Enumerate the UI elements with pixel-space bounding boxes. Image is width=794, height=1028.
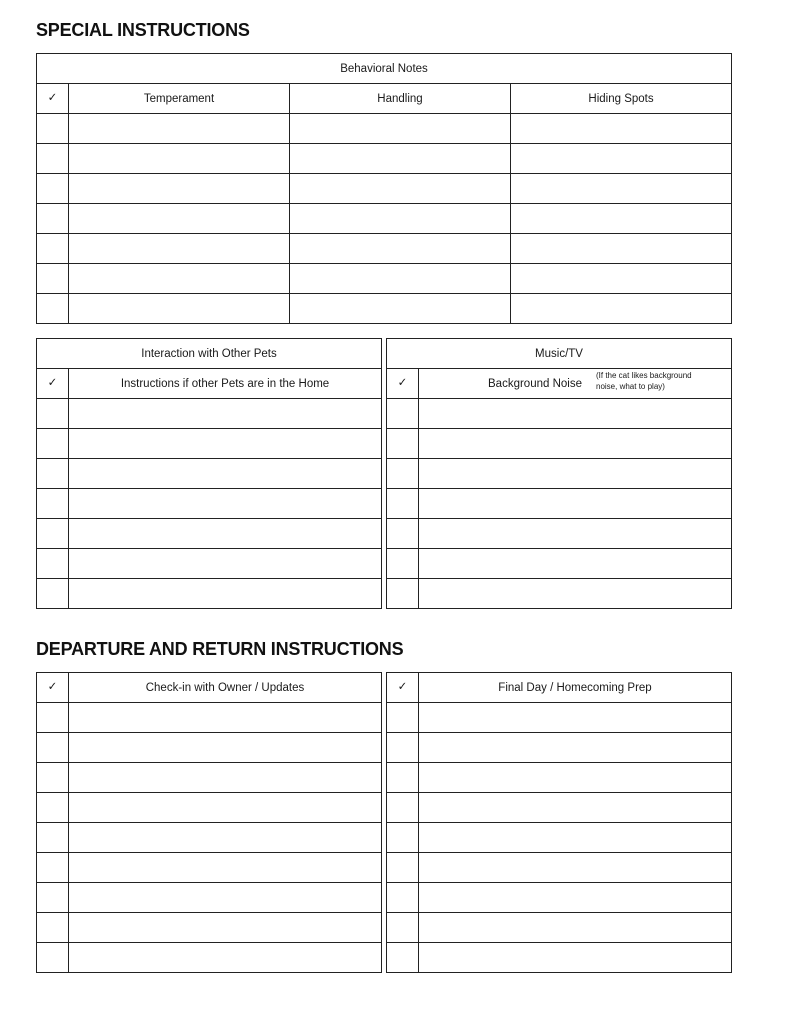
interaction-other-pets-title: Interaction with Other Pets [37, 339, 382, 369]
checkbox-cell[interactable] [37, 733, 69, 763]
entry-cell[interactable] [69, 823, 382, 853]
entry-cell[interactable] [69, 204, 290, 234]
table-row [37, 144, 732, 174]
table-row [387, 399, 732, 429]
entry-cell[interactable] [290, 294, 511, 324]
music-tv-title: Music/TV [387, 339, 732, 369]
table-row [387, 853, 732, 883]
table-row [37, 519, 382, 549]
checkbox-cell[interactable] [37, 459, 69, 489]
checkbox-cell[interactable] [37, 234, 69, 264]
table-row [37, 823, 382, 853]
checkmark-icon: ✓ [37, 673, 69, 703]
entry-cell[interactable] [69, 264, 290, 294]
entry-cell[interactable] [290, 174, 511, 204]
check-in-rows [37, 703, 382, 973]
table-row [387, 459, 732, 489]
entry-cell[interactable] [419, 943, 732, 973]
table-row [37, 429, 382, 459]
check-in-table [36, 672, 382, 973]
behavioral-notes-title: Behavioral Notes [37, 54, 732, 84]
checkbox-cell[interactable] [387, 519, 419, 549]
checkbox-cell[interactable] [387, 793, 419, 823]
checkbox-cell[interactable] [387, 703, 419, 733]
entry-cell[interactable] [419, 793, 732, 823]
entry-cell[interactable] [419, 763, 732, 793]
checkbox-cell[interactable] [37, 823, 69, 853]
entry-cell[interactable] [69, 703, 382, 733]
checkbox-cell[interactable] [37, 913, 69, 943]
final-day-rows [387, 703, 732, 973]
other-pets-instructions-header: Instructions if other Pets are in the Home [69, 369, 382, 399]
table-row [37, 793, 382, 823]
table-row [387, 549, 732, 579]
entry-cell[interactable] [69, 763, 382, 793]
entry-cell[interactable] [419, 459, 732, 489]
checkbox-cell[interactable] [37, 943, 69, 973]
checkbox-cell[interactable] [387, 883, 419, 913]
entry-cell[interactable] [69, 294, 290, 324]
entry-cell[interactable] [69, 549, 382, 579]
entry-cell[interactable] [69, 883, 382, 913]
check-in-header: Check-in with Owner / Updates [69, 673, 382, 703]
interaction-other-pets-rows [37, 399, 382, 609]
entry-cell[interactable] [419, 429, 732, 459]
table-row [387, 823, 732, 853]
entry-cell[interactable] [69, 429, 382, 459]
table-row [37, 294, 732, 324]
entry-cell[interactable] [69, 913, 382, 943]
checkbox-cell[interactable] [37, 399, 69, 429]
table-row [37, 733, 382, 763]
table-row [37, 204, 732, 234]
final-day-header: Final Day / Homecoming Prep [419, 673, 732, 703]
table-row [37, 883, 382, 913]
entry-cell[interactable] [419, 823, 732, 853]
checkbox-cell[interactable] [37, 549, 69, 579]
entry-cell[interactable] [290, 204, 511, 234]
table-row [387, 733, 732, 763]
checkbox-cell[interactable] [37, 489, 69, 519]
entry-cell[interactable] [419, 399, 732, 429]
table-row [387, 793, 732, 823]
table-row [37, 234, 732, 264]
checkbox-cell[interactable] [387, 549, 419, 579]
checkmark-icon: ✓ [387, 673, 419, 703]
background-noise-label: Background Noise [488, 377, 582, 390]
entry-cell[interactable] [419, 549, 732, 579]
final-day-table [386, 672, 732, 973]
interaction-other-pets-table [36, 338, 382, 609]
entry-cell[interactable] [290, 144, 511, 174]
entry-cell[interactable] [511, 144, 732, 174]
music-tv-rows [387, 399, 732, 609]
table-row [37, 459, 382, 489]
entry-cell[interactable] [69, 579, 382, 609]
checkbox-cell[interactable] [37, 883, 69, 913]
checkmark-icon: ✓ [37, 84, 69, 114]
entry-cell[interactable] [419, 733, 732, 763]
entry-cell[interactable] [419, 883, 732, 913]
entry-cell[interactable] [69, 793, 382, 823]
checkmark-icon: ✓ [387, 369, 419, 399]
entry-cell[interactable] [511, 294, 732, 324]
table-row [37, 489, 382, 519]
special-instructions-heading: SPECIAL INSTRUCTIONS [36, 20, 250, 40]
checkbox-cell[interactable] [387, 399, 419, 429]
table-row [387, 703, 732, 733]
table-row [387, 579, 732, 609]
table-row [37, 913, 382, 943]
entry-cell[interactable] [290, 234, 511, 264]
checkbox-cell[interactable] [387, 733, 419, 763]
entry-cell[interactable] [69, 489, 382, 519]
entry-cell[interactable] [69, 234, 290, 264]
table-row [387, 489, 732, 519]
checkbox-cell[interactable] [37, 519, 69, 549]
table-row [37, 264, 732, 294]
table-row [37, 399, 382, 429]
entry-cell[interactable] [511, 264, 732, 294]
entry-cell[interactable] [419, 853, 732, 883]
table-header-row [37, 84, 732, 114]
table-header-row [387, 673, 732, 703]
table-row [387, 519, 732, 549]
table-title-row [387, 339, 732, 369]
entry-cell[interactable] [69, 174, 290, 204]
checkbox-cell[interactable] [37, 579, 69, 609]
background-noise-header [419, 369, 732, 399]
checkbox-cell[interactable] [387, 459, 419, 489]
checkbox-cell[interactable] [387, 823, 419, 853]
table-header-row [37, 369, 382, 399]
checkbox-cell[interactable] [387, 489, 419, 519]
entry-cell[interactable] [69, 943, 382, 973]
entry-cell[interactable] [511, 114, 732, 144]
entry-cell[interactable] [69, 144, 290, 174]
temperament-column-header: Temperament [69, 84, 290, 114]
checkbox-cell[interactable] [37, 853, 69, 883]
table-row [37, 549, 382, 579]
checkbox-cell[interactable] [387, 429, 419, 459]
table-row [387, 883, 732, 913]
checkbox-cell[interactable] [37, 793, 69, 823]
table-row [37, 853, 382, 883]
entry-cell[interactable] [69, 733, 382, 763]
entry-cell[interactable] [290, 264, 511, 294]
music-tv-table [386, 338, 732, 609]
checkbox-cell[interactable] [387, 943, 419, 973]
checkbox-cell[interactable] [37, 429, 69, 459]
table-row [37, 763, 382, 793]
checkbox-cell[interactable] [387, 763, 419, 793]
entry-cell[interactable] [511, 204, 732, 234]
departure-return-heading: DEPARTURE AND RETURN INSTRUCTIONS [36, 639, 404, 659]
entry-cell[interactable] [69, 114, 290, 144]
table-row [387, 913, 732, 943]
table-title-row [37, 339, 382, 369]
checkbox-cell[interactable] [37, 264, 69, 294]
entry-cell[interactable] [511, 174, 732, 204]
table-row [37, 114, 732, 144]
behavioral-notes-table [36, 53, 732, 324]
checkbox-cell[interactable] [37, 763, 69, 793]
entry-cell[interactable] [69, 399, 382, 429]
checkbox-cell[interactable] [37, 204, 69, 234]
background-noise-note: (If the cat likes background noise, what to play) [596, 370, 692, 391]
behavioral-notes-rows [37, 114, 732, 324]
checkbox-cell[interactable] [387, 913, 419, 943]
entry-cell[interactable] [419, 703, 732, 733]
table-row [387, 763, 732, 793]
table-header-row [387, 369, 732, 399]
table-row [37, 174, 732, 204]
entry-cell[interactable] [69, 853, 382, 883]
checkbox-cell[interactable] [37, 294, 69, 324]
table-row [37, 943, 382, 973]
checkbox-cell[interactable] [37, 144, 69, 174]
table-row [37, 703, 382, 733]
table-row [387, 943, 732, 973]
checkmark-icon: ✓ [37, 369, 69, 399]
entry-cell[interactable] [69, 519, 382, 549]
entry-cell[interactable] [419, 489, 732, 519]
checkbox-cell[interactable] [37, 703, 69, 733]
checkbox-cell[interactable] [37, 174, 69, 204]
entry-cell[interactable] [290, 114, 511, 144]
table-row [387, 429, 732, 459]
entry-cell[interactable] [419, 913, 732, 943]
entry-cell[interactable] [69, 459, 382, 489]
entry-cell[interactable] [419, 519, 732, 549]
checkbox-cell[interactable] [387, 579, 419, 609]
entry-cell[interactable] [419, 579, 732, 609]
entry-cell[interactable] [511, 234, 732, 264]
hiding-spots-column-header: Hiding Spots [511, 84, 732, 114]
table-header-row [37, 673, 382, 703]
checkbox-cell[interactable] [37, 114, 69, 144]
handling-column-header: Handling [290, 84, 511, 114]
table-title-row [37, 54, 732, 84]
table-row [37, 579, 382, 609]
checkbox-cell[interactable] [387, 853, 419, 883]
